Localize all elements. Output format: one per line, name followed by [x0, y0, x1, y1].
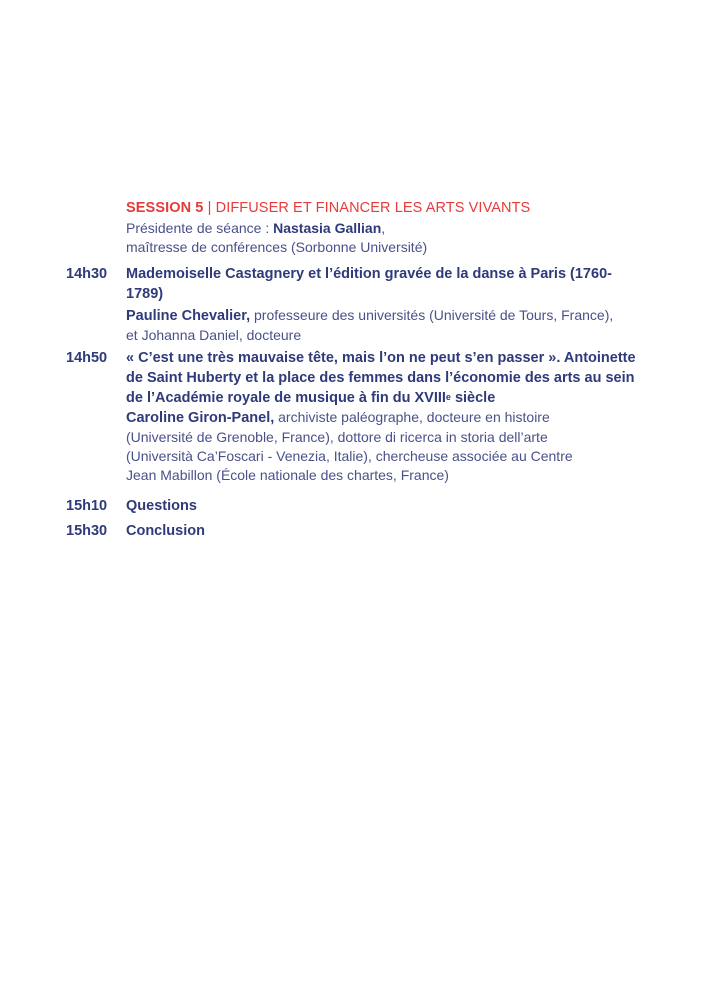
session-label: SESSION 5 [126, 200, 204, 216]
speaker-line: (Università Ca’Foscari - Venezia, Italie), chercheuse associée au Centre [126, 448, 573, 464]
item-time: 15h10 [66, 498, 108, 514]
talk-title-line: de Saint Huberty et la place des femmes dans l’économie des arts au sein [126, 370, 635, 386]
talk-title-line: Mademoiselle Castagnery et l’édition gravée de la danse à Paris (1760- [126, 266, 612, 282]
item-content [126, 521, 646, 541]
item-content [126, 348, 666, 485]
item-content [126, 264, 646, 345]
speaker-line: Jean Mabillon (École nationale des chartes, France) [126, 467, 449, 483]
speaker-info [126, 306, 646, 326]
session-name: DIFFUSER ET FINANCER LES ARTS VIVANTS [215, 200, 531, 216]
speaker-name: Pauline Chevalier, [126, 308, 251, 324]
speaker-line: (Université de Grenoble, France), dottore di ricerca in storia dell’arte [126, 429, 548, 445]
chair-name: Nastasia Gallian [273, 220, 382, 236]
talk-title-line [126, 388, 666, 408]
speaker-line: archiviste paléographe, docteure en histoire [274, 409, 550, 425]
item-time: 14h50 [66, 350, 108, 366]
session-header [126, 199, 686, 257]
chair-comma: , [381, 220, 386, 236]
talk-title-text: de l’Académie royale de musique à fin du XVIII [126, 390, 446, 406]
item-label: Questions [126, 498, 197, 514]
talk-title-line: 1789) [126, 286, 164, 302]
item-time: 15h30 [66, 523, 108, 539]
session-chair [126, 219, 686, 238]
talk-title-line: « C’est une très mauvaise tête, mais l’on ne peut s’en passer ». Antoinette [126, 350, 636, 366]
session-separator: | [207, 200, 212, 216]
talk-title-text: siècle [450, 390, 496, 406]
item-content [126, 496, 646, 516]
chair-prefix: Présidente de séance : [126, 220, 274, 236]
talk-title-sup: e [445, 392, 451, 402]
speaker-line: professeure des universités (Université de Tours, France), [250, 307, 614, 323]
speaker-name: Caroline Giron-Panel, [126, 410, 275, 426]
speaker-line: et Johanna Daniel, docteure [126, 327, 302, 343]
session-title [126, 199, 686, 218]
speaker-info [126, 408, 666, 428]
item-label: Conclusion [126, 523, 205, 539]
chair-role: maîtresse de conférences (Sorbonne Université) [126, 239, 428, 255]
item-time: 14h30 [66, 266, 108, 282]
